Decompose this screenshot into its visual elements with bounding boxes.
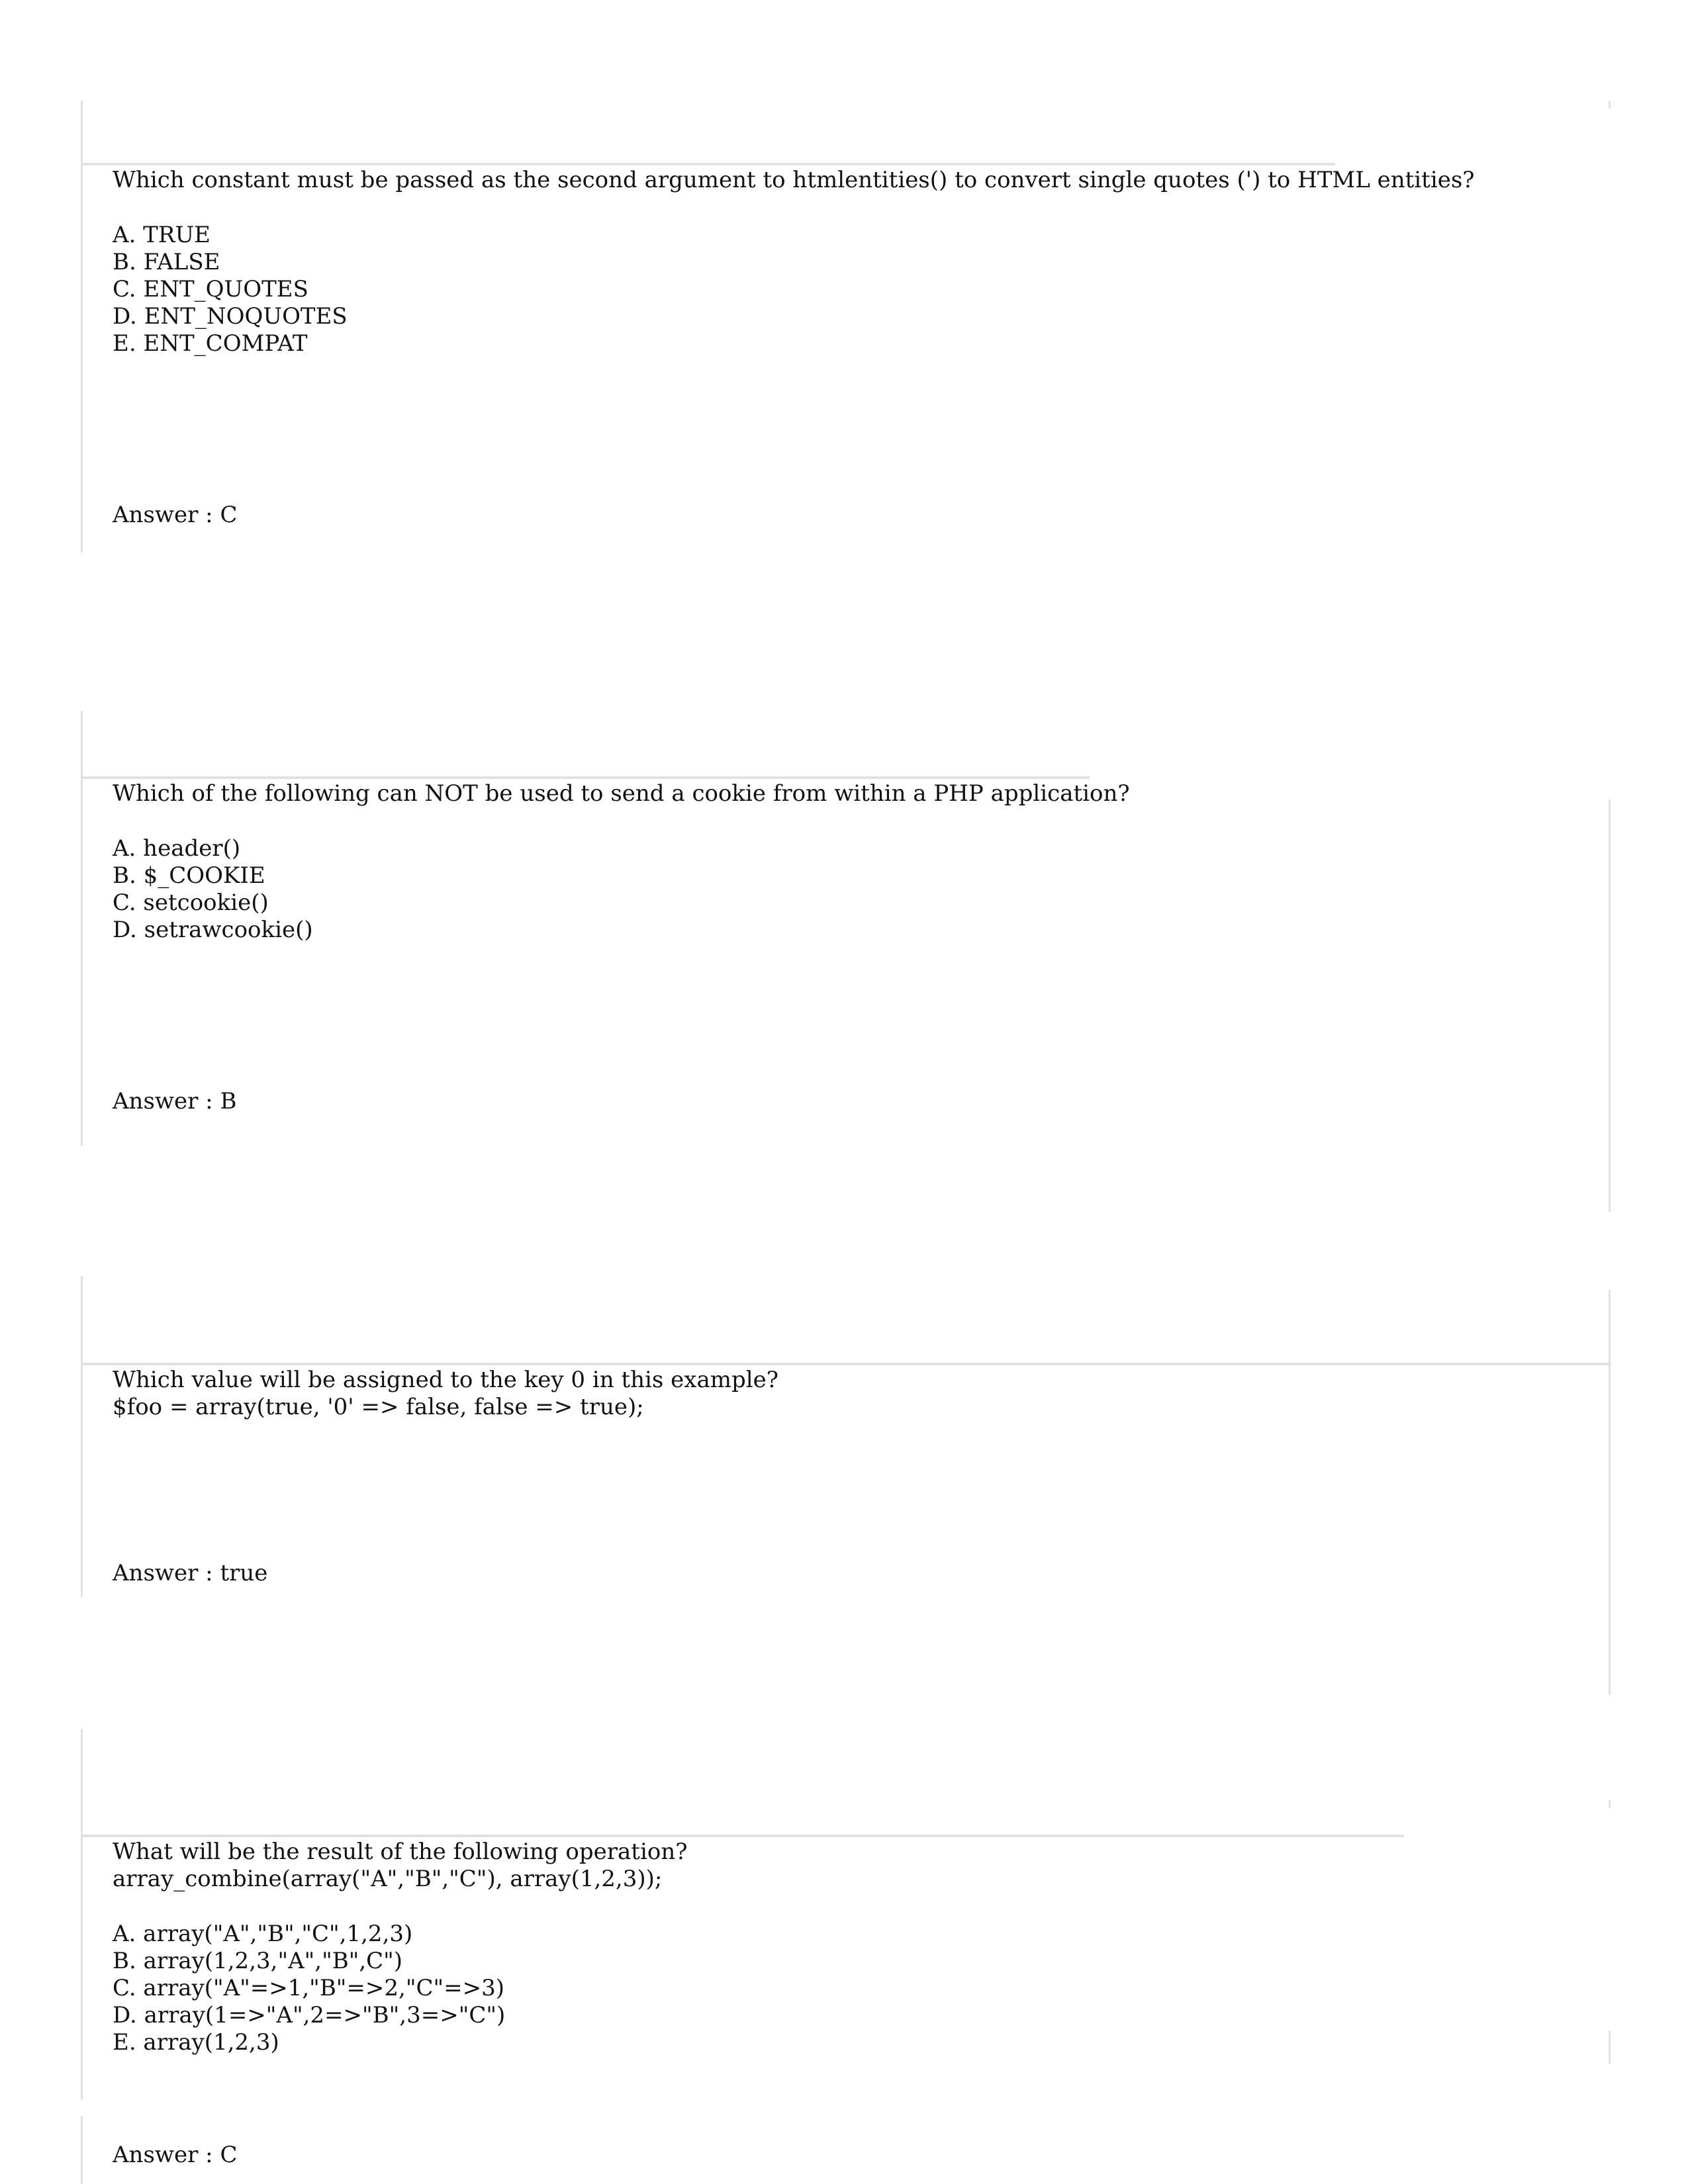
option-e: E. ENT_COMPAT <box>113 330 308 357</box>
option-b: B. FALSE <box>113 249 220 275</box>
answer-2: Answer : B <box>113 1088 237 1115</box>
frame-right-line-5 <box>1609 2030 1611 2064</box>
option-c: C. array("A"=>1,"B"=>2,"C"=>3) <box>113 1975 505 2001</box>
frame-top-line-4 <box>82 1835 1404 1837</box>
option-a: A. TRUE <box>113 222 211 248</box>
question-1 <box>113 167 1569 357</box>
question-text: Which value will be assigned to the key 0 in this example? <box>113 1367 778 1393</box>
option-b: B. array(1,2,3,"A","B",C") <box>113 1948 403 1974</box>
option-d: D. setrawcookie() <box>113 917 313 943</box>
option-b: B. $_COOKIE <box>113 862 265 889</box>
question-code: array_combine(array("A","B","C"), array(1,2,3)); <box>113 1866 663 1892</box>
question-3 <box>113 1367 1569 1421</box>
option-a: A. header() <box>113 835 241 862</box>
question-4 <box>113 1839 1569 2056</box>
question-text: What will be the result of the following operation? <box>113 1839 688 1865</box>
frame-right-line-3 <box>1609 1290 1611 1695</box>
option-a: A. array("A","B","C",1,2,3) <box>113 1921 413 1947</box>
frame-left-line-5 <box>81 2116 83 2184</box>
frame-top-line-2 <box>82 776 1090 779</box>
frame-left-line-4 <box>81 1729 83 2100</box>
question-text: Which of the following can NOT be used to send a cookie from within a PHP application? <box>113 780 1130 807</box>
question-text: Which constant must be passed as the second argument to htmlentities() to convert single quotes (') to HTML entities? <box>113 167 1475 193</box>
question-code: $foo = array(true, '0' => false, false => true); <box>113 1394 644 1420</box>
answer-3: Answer : true <box>113 1560 268 1586</box>
answer-1: Answer : C <box>113 502 238 528</box>
option-d: D. ENT_NOQUOTES <box>113 303 348 330</box>
question-2 <box>113 780 1569 944</box>
frame-right-line-2 <box>1609 799 1611 1212</box>
option-e: E. array(1,2,3) <box>113 2029 279 2056</box>
frame-top-line-1 <box>82 163 1335 165</box>
options-list <box>113 1921 1569 2056</box>
answer-4: Answer : C <box>113 2142 238 2168</box>
options-list <box>113 222 1569 357</box>
frame-left-line-1 <box>81 101 83 553</box>
frame-top-line-3 <box>82 1363 1611 1365</box>
frame-right-line-1 <box>1609 101 1611 109</box>
option-c: C. ENT_QUOTES <box>113 276 308 302</box>
frame-left-line-3 <box>81 1276 83 1597</box>
frame-right-line-4 <box>1609 1800 1611 1808</box>
option-d: D. array(1=>"A",2=>"B",3=>"C") <box>113 2002 506 2028</box>
option-c: C. setcookie() <box>113 889 269 916</box>
options-list <box>113 835 1569 944</box>
